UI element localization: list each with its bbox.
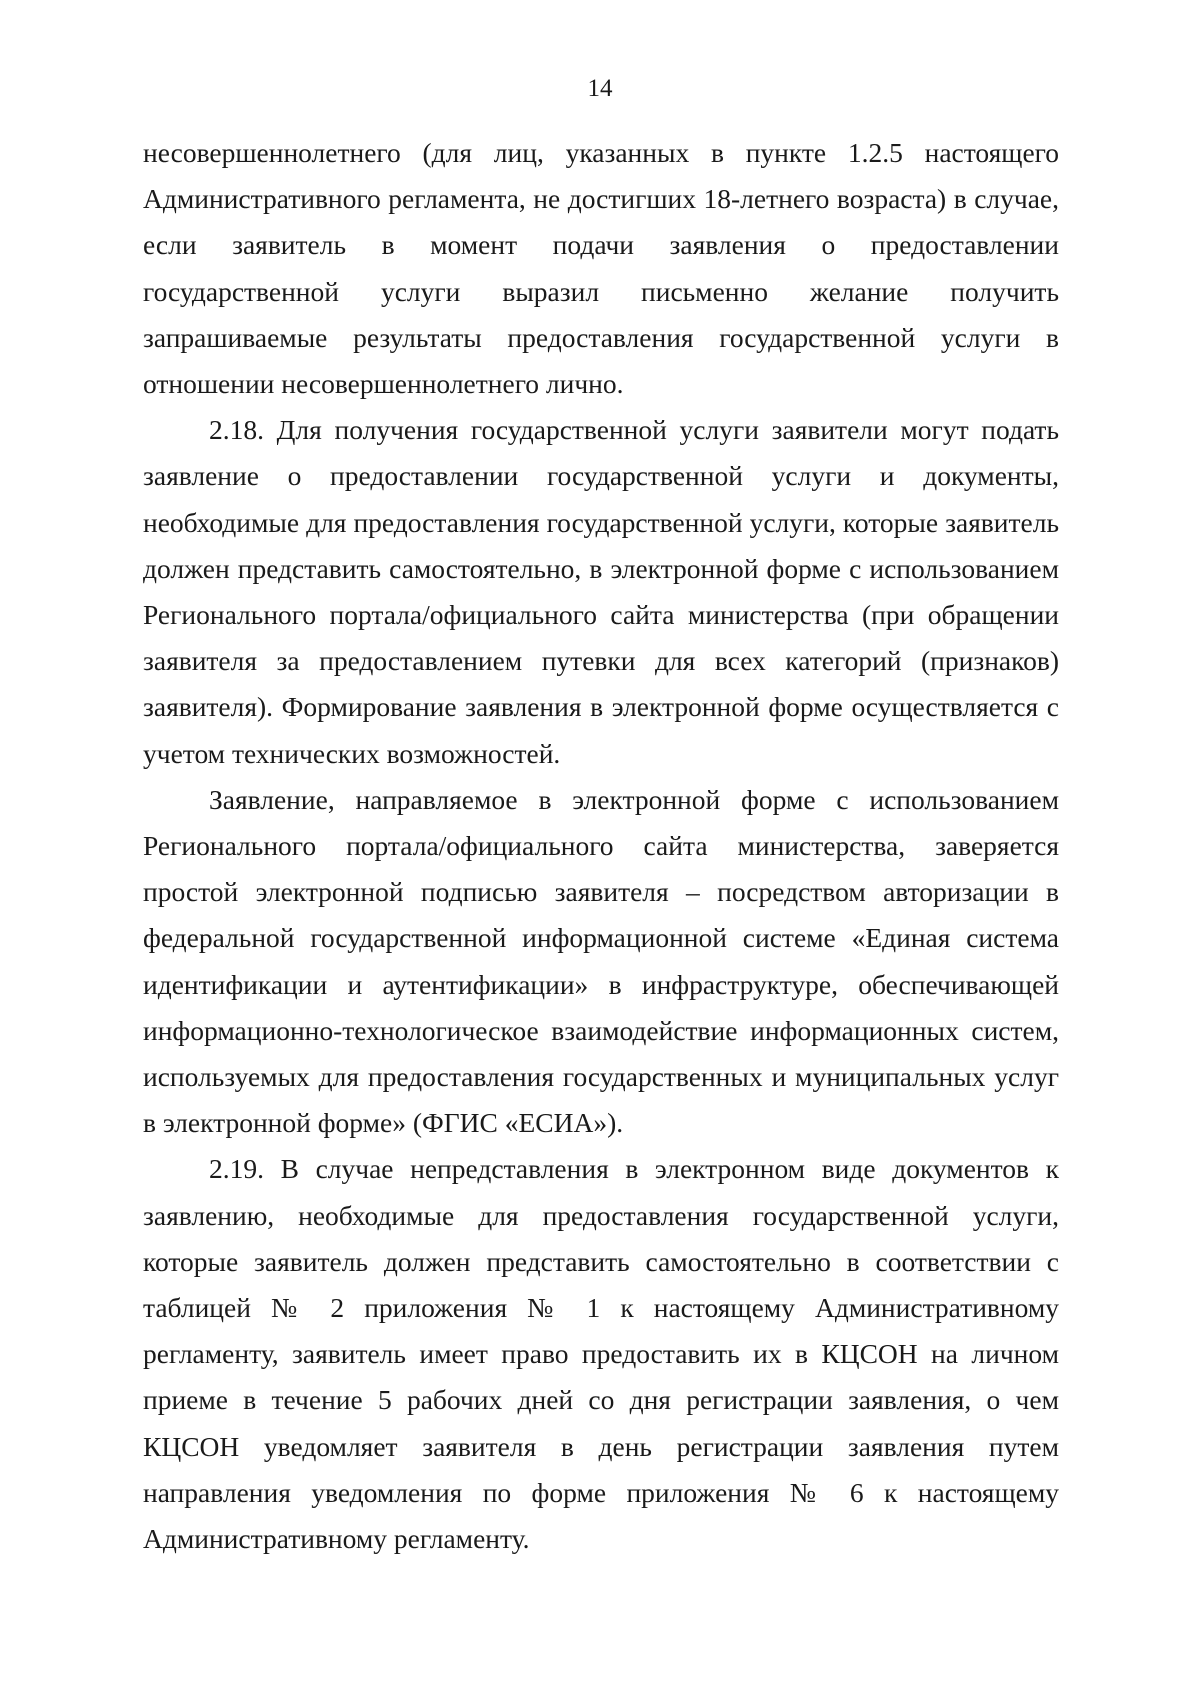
paragraph-2-19: 2.19. В случае непредставления в электронном виде документов к заявлению, необходимые для предоставления государственной услуги, которые заявитель должен представить самостоятельно в соответствии с таблицей № 2 приложения № 1 к настоящему Административному регламенту, заявитель имеет право предоставить их в КЦСОН на личном приеме в течение 5 рабочих дней со дня регистрации заявления, о чем КЦСОН уведомляет заявителя в день регистрации заявления путем направления уведомления по форме приложения № 6 к настоящему Административному регламенту. [143, 1153, 1059, 1555]
document-body [143, 130, 1059, 1562]
paragraph-2-18: 2.18. Для получения государственной услуги заявители могут подать заявление о предоставлении государственной услуги и документы, необходимые для предоставления государственной услуги, которые заявитель должен представить самостоятельно, в электронной форме с использованием Регионального портала/официального сайта министерства (при обращении заявителя за предоставлением путевки для всех категорий (признаков) заявителя). Формирование заявления в электронной форме осуществляется с учетом технических возможностей. [143, 414, 1059, 769]
paragraph-statement-signature: Заявление, направляемое в электронной форме с использованием Регионального портала/официального сайта министерства, заверяется простой электронной подписью заявителя – посредством авторизации в федеральной государственной информационной системе «Единая система идентификации и аутентификации» в инфраструктуре, обеспечивающей информационно-технологическое взаимодействие информационных систем, используемых для предоставления государственных и муниципальных услуг в электронной форме» (ФГИС «ЕСИА»). [143, 783, 1059, 1139]
page-number: 14 [587, 75, 613, 102]
paragraph-continuation: несовершеннолетнего (для лиц, указанных в пункте 1.2.5 настоящего Административного регламента, не достигших 18-летнего возраста) в случае, если заявитель в момент подачи заявления о предоставлении государственной услуги выразил письменно желание получить запрашиваемые результаты предоставления государственной услуги в отношении несовершеннолетнего лично. [143, 137, 1059, 400]
